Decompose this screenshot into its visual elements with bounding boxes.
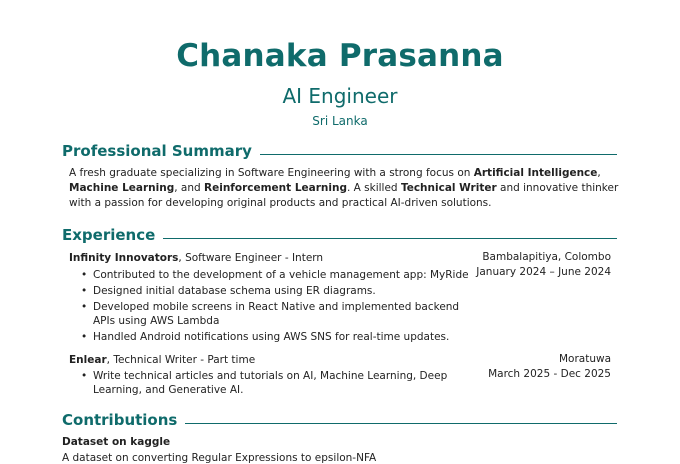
- list-item: • Designed initial database schema using ER diagrams.: [93, 284, 493, 298]
- summary-highlight: Machine Learning: [69, 182, 175, 194]
- summary-text: . A skilled: [346, 182, 401, 194]
- summary-highlight: Artificial Intelligence: [473, 167, 598, 179]
- job-meta: [488, 352, 611, 382]
- contribution-description: A dataset on converting Regular Expressions to epsilon-NFA: [62, 452, 377, 464]
- summary-highlight: Technical Writer: [400, 182, 497, 194]
- job-dates: January 2024 – June 2024: [476, 266, 611, 278]
- section-title: Professional Summary: [62, 142, 252, 160]
- candidate-name: Chanaka Prasanna: [176, 38, 504, 74]
- list-item: • Handled Android notifications using AWS SNS for real-time updates.: [93, 330, 493, 344]
- job-title: AI Engineer: [282, 84, 398, 108]
- summary-paragraph: [69, 166, 619, 211]
- section-heading-experience: [62, 225, 617, 245]
- company-name: Enlear: [69, 354, 107, 366]
- job-dates: March 2025 - Dec 2025: [488, 368, 611, 380]
- job-meta: [476, 250, 611, 280]
- section-title: Experience: [62, 226, 156, 244]
- summary-text: A fresh graduate specializing in Software Engineering with a strong focus on: [69, 167, 474, 179]
- list-item: • Write technical articles and tutorials on AI, Machine Learning, Deep Learning, and Generative AI.: [93, 369, 473, 397]
- job-location: Moratuwa: [558, 353, 611, 365]
- list-item: • Developed mobile screens in React Native and implemented backend APIs using AWS Lambda: [93, 300, 473, 328]
- company-name: Infinity Innovators: [69, 252, 179, 264]
- section-heading-contributions: [62, 410, 617, 430]
- section-title: Contributions: [62, 411, 178, 429]
- list-item: • Contributed to the development of a vehicle management app: MyRide: [93, 268, 493, 282]
- summary-highlight: Reinforcement Learning: [204, 182, 347, 194]
- summary-text: ,: [597, 167, 601, 179]
- section-divider: [185, 423, 617, 424]
- contribution-title: Dataset on kaggle: [62, 436, 171, 448]
- section-heading-summary: [62, 141, 617, 161]
- section-divider: [163, 238, 617, 239]
- summary-text: and innovative thinker with a passion for developing original products and practical AI-driven solutions.: [69, 182, 619, 209]
- job-location: Bambalapitiya, Colombo: [482, 251, 611, 263]
- location: Sri Lanka: [312, 114, 368, 128]
- job-role: , Technical Writer - Part time: [106, 354, 256, 366]
- section-divider: [260, 154, 617, 155]
- job-bullets: [93, 369, 493, 399]
- summary-text: , and: [174, 182, 205, 194]
- job-role: , Software Engineer - Intern: [178, 252, 324, 264]
- job-bullets: [93, 268, 493, 346]
